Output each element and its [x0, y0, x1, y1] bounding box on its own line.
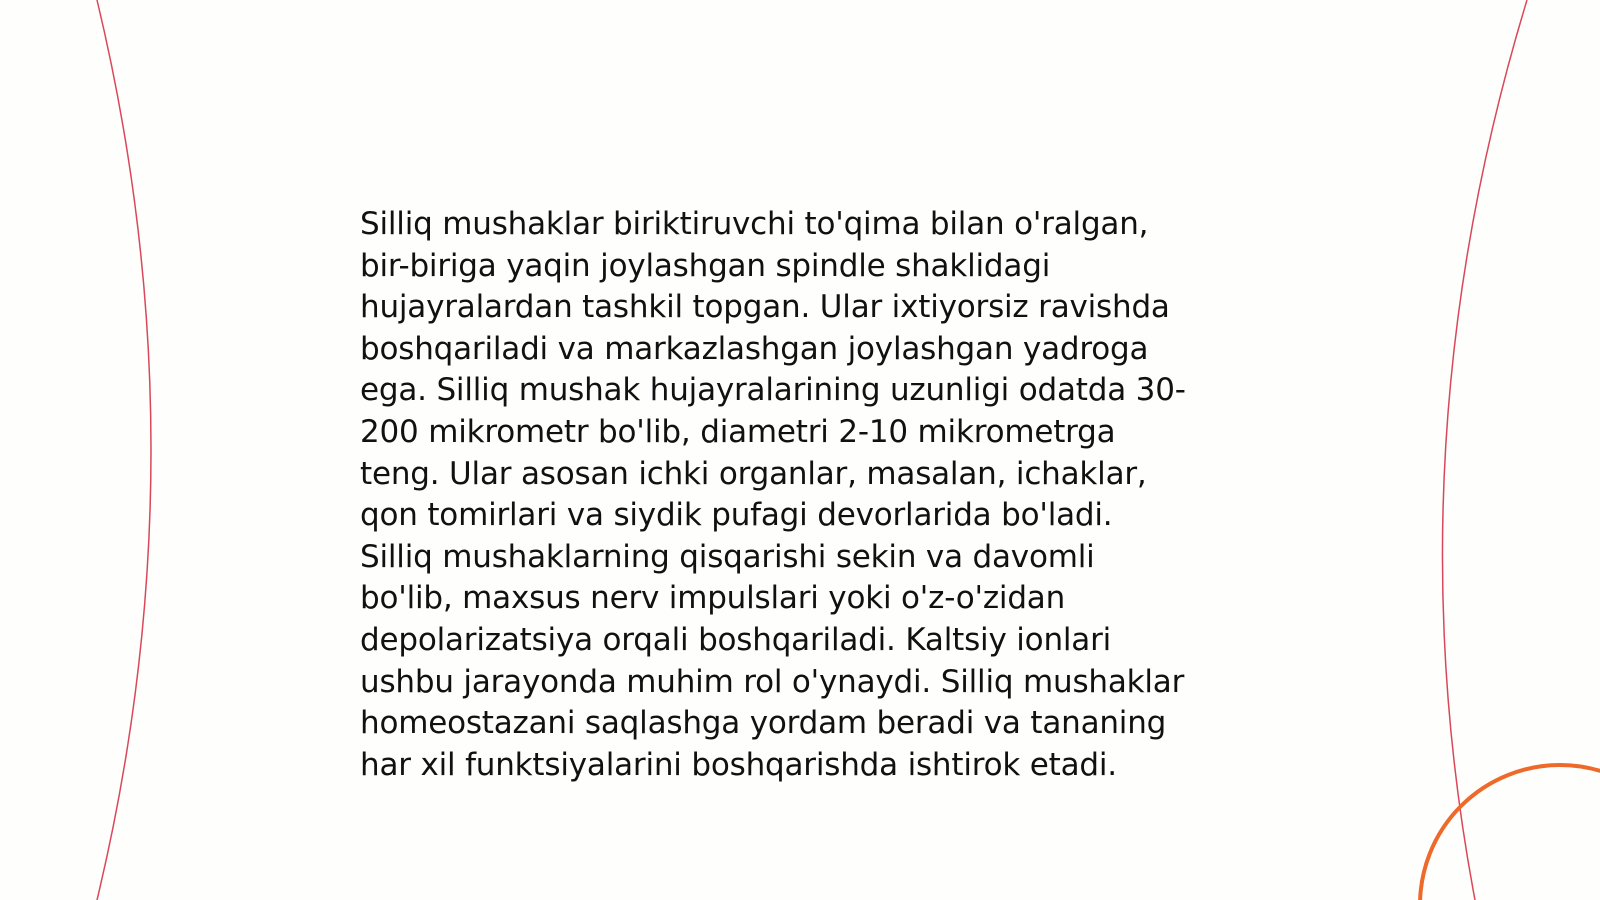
paragraph-line: bir-biriga yaqin joylashgan spindle shaklidagi [360, 247, 1051, 284]
paragraph-line: depolarizatsiya orqali boshqariladi. Kaltsiy ionlari [360, 621, 1112, 658]
paragraph-line: qon tomirlari va siydik pufagi devorlarida bo'ladi. [360, 497, 1113, 534]
left-arc-decoration [97, 0, 151, 900]
paragraph-line: Silliq mushaklarning qisqarishi sekin va davomli [360, 538, 1095, 575]
paragraph-line: bo'lib, maxsus nerv impulslari yoki o'z-o'zidan [360, 580, 1066, 617]
body-paragraph [360, 204, 1240, 786]
paragraph-line: har xil funktsiyalarini boshqarishda ishtirok etadi. [360, 746, 1117, 783]
right-arc-decoration [1442, 0, 1527, 900]
corner-circle-decoration [1420, 765, 1600, 900]
paragraph-line: ushbu jarayonda muhim rol o'ynaydi. Silliq mushaklar [360, 663, 1185, 700]
paragraph-line: 200 mikrometr bo'lib, diametri 2-10 mikrometrga [360, 413, 1116, 450]
paragraph-line: Silliq mushaklar biriktiruvchi to'qima bilan o'ralgan, [360, 206, 1149, 242]
paragraph-line: teng. Ular asosan ichki organlar, masalan, ichaklar, [360, 455, 1147, 492]
paragraph-line: hujayralardan tashkil topgan. Ular ixtiyorsiz ravishda [360, 289, 1170, 326]
paragraph-line: boshqariladi va markazlashgan joylashgan yadroga [360, 330, 1149, 367]
paragraph-line: homeostazani saqlashga yordam beradi va tananing [360, 705, 1167, 742]
paragraph-line: ega. Silliq mushak hujayralarining uzunligi odatda 30- [360, 372, 1186, 409]
